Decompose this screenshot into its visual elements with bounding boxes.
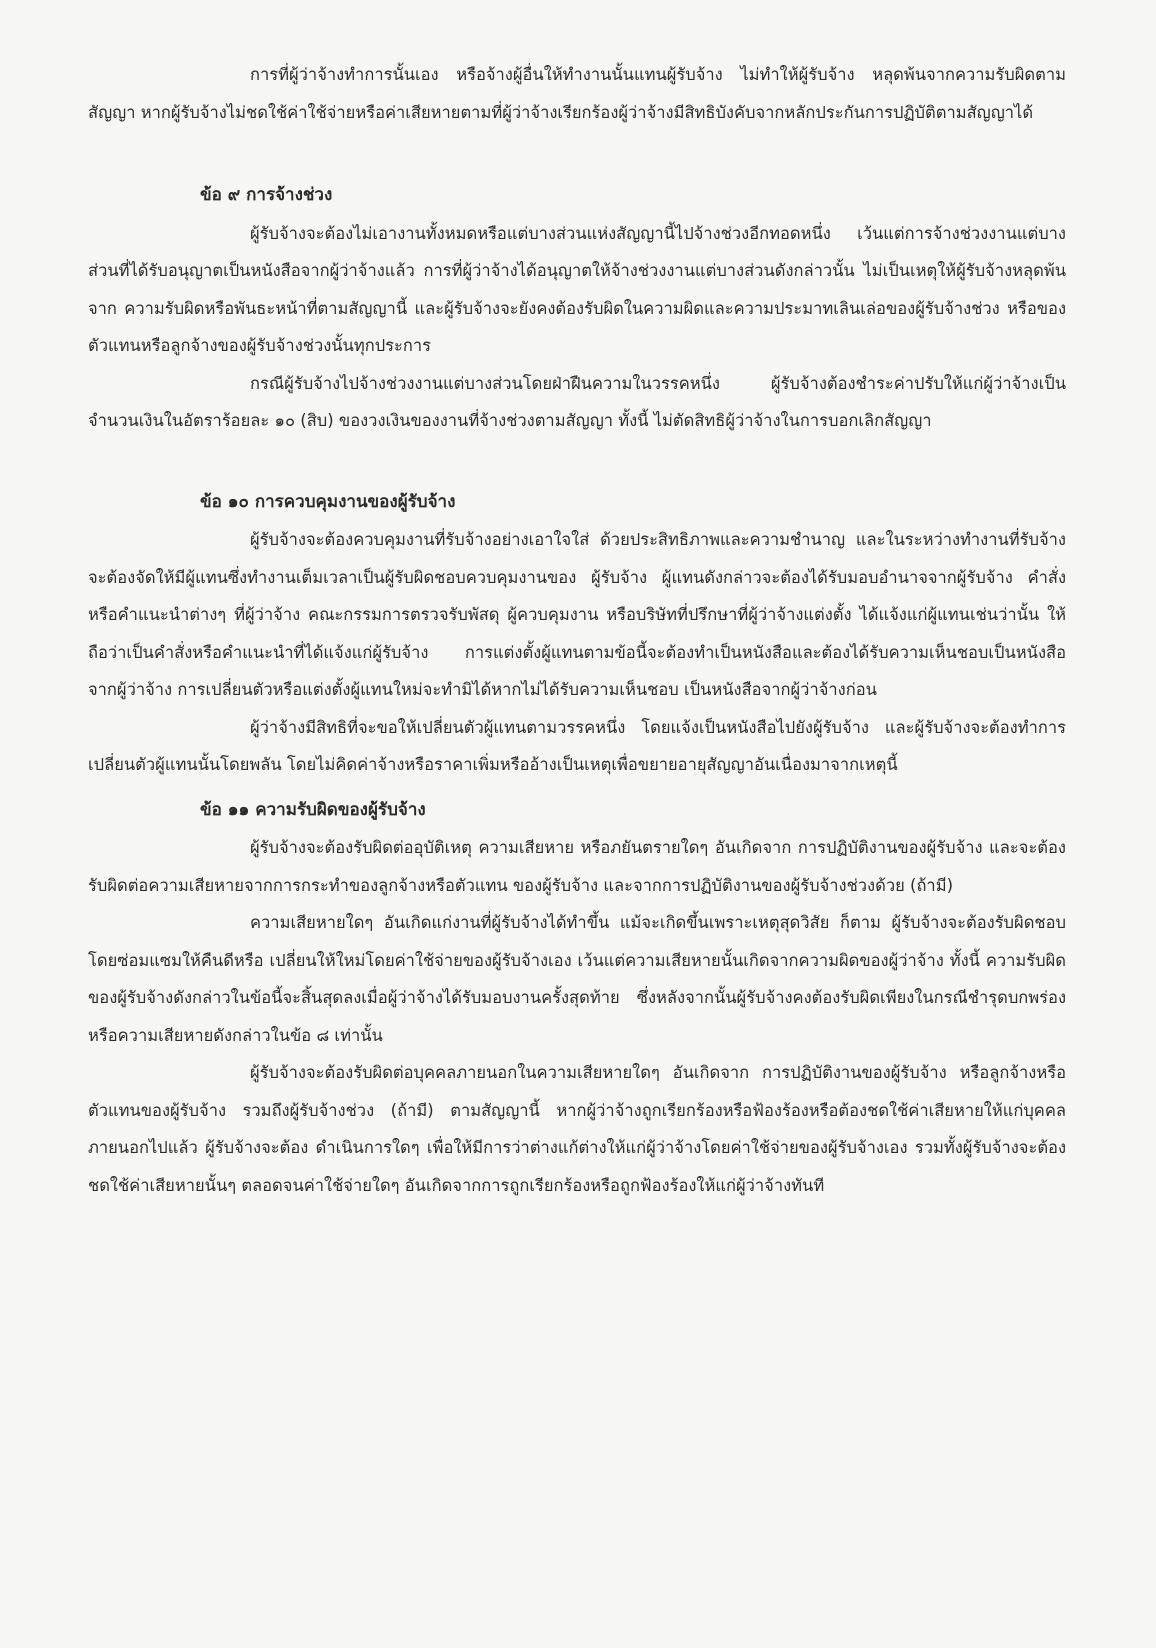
section-10-heading: ข้อ ๑๐ การควบคุมงานของผู้รับจ้าง (200, 491, 456, 512)
section-11-paragraph-1: ผู้รับจ้างจะต้องรับผิดต่ออุบัติเหตุ ความเสียหาย หรือภยันตรายใดๆ อันเกิดจาก การปฏิบัติงานของผู้รับจ้าง และจะต้องรับผิดต่อความเสียหายจากการกระทำของลูกจ้างหรือตัวแทน ของผู้รับจ้าง และจากการปฏิบัติงานของผู้รับจ้างช่วงด้วย (ถ้ามี) (88, 838, 1066, 895)
section-10-work-supervision (88, 484, 1066, 784)
section-11-paragraph-2: ความเสียหายใดๆ อันเกิดแก่งานที่ผู้รับจ้างได้ทำขึ้น แม้จะเกิดขึ้นเพราะเหตุสุดวิสัย ก็ตาม ผู้รับจ้างจะต้องรับผิดชอบโดยซ่อมแซมให้คืนดีหรือ เปลี่ยนให้ใหม่โดยค่าใช้จ่ายของผู้รับจ้างเอง เว้นแต่ความเสียหายนั้นเกิดจากความผิดของผู้ว่าจ้าง ทั้งนี้ ความรับผิดของผู้รับจ้างดังกล่าวในข้อนี้จะสิ้นสุดลงเมื่อผู้ว่าจ้างได้รับมอบงานครั้งสุดท้าย ซึ่งหลังจากนั้นผู้รับจ้างคงต้องรับผิดเพียงในกรณีชำรุดบกพร่อง หรือความเสียหายดังกล่าวในข้อ ๘ เท่านั้น (88, 913, 1066, 1045)
section-9-paragraph-2: กรณีผู้รับจ้างไปจ้างช่วงงานแต่บางส่วนโดยฝ่าฝืนความในวรรคหนึ่ง ผู้รับจ้างต้องชำระค่าปรับให้แก่ผู้ว่าจ้างเป็นจำนวนเงินในอัตราร้อยละ ๑๐ (สิบ) ของวงเงินของงานที่จ้างช่วงตามสัญญา ทั้งนี้ ไม่ตัดสิทธิผู้ว่าจ้างในการบอกเลิกสัญญา (88, 373, 1066, 430)
spacer (88, 131, 1066, 177)
section-9-heading: ข้อ ๙ การจ้างช่วง (200, 185, 333, 205)
section-11-contractor-liability (88, 792, 1066, 1205)
spacer (88, 784, 1066, 792)
paragraph-liability-continuation: การที่ผู้ว่าจ้างทำการนั้นเอง หรือจ้างผู้อื่นให้ทำงานนั้นแทนผู้รับจ้าง ไม่ทำให้ผู้รับจ้าง หลุดพ้นจากความรับผิดตามสัญญา หากผู้รับจ้างไม่ชดใช้ค่าใช้จ่ายหรือค่าเสียหายตามที่ผู้ว่าจ้างเรียกร้องผู้ว่าจ้างมีสิทธิบังคับจากหลักประกันการปฏิบัติตามสัญญาได้ (88, 65, 1066, 122)
section-10-paragraph-1: ผู้รับจ้างจะต้องควบคุมงานที่รับจ้างอย่างเอาใจใส่ ด้วยประสิทธิภาพและความชำนาญ และในระหว่างทำงานที่รับจ้างจะต้องจัดให้มีผู้แทนซึ่งทำงานเต็มเวลาเป็นผู้รับผิดชอบควบคุมงานของ ผู้รับจ้าง ผู้แทนดังกล่าวจะต้องได้รับมอบอำนาจจากผู้รับจ้าง คำสั่งหรือคำแนะนำต่างๆ ที่ผู้ว่าจ้าง คณะกรรมการตรวจรับพัสดุ ผู้ควบคุมงาน หรือบริษัทที่ปรึกษาที่ผู้ว่าจ้างแต่งตั้ง ได้แจ้งแก่ผู้แทนเช่นว่านั้น ให้ถือว่าเป็นคำสั่งหรือคำแนะนำที่ได้แจ้งแก่ผู้รับจ้าง การแต่งตั้งผู้แทนตามข้อนี้จะต้องทำเป็นหนังสือและต้องได้รับความเห็นชอบเป็นหนังสือ จากผู้ว่าจ้าง การเปลี่ยนตัวหรือแต่งตั้งผู้แทนใหม่จะทำมิได้หากไม่ได้รับความเห็นชอบ เป็นหนังสือจากผู้ว่าจ้างก่อน (88, 530, 1066, 699)
section-9-paragraph-1: ผู้รับจ้างจะต้องไม่เอางานทั้งหมดหรือแต่บางส่วนแห่งสัญญานี้ไปจ้างช่วงอีกทอดหนึ่ง เว้นแต่การจ้างช่วงงานแต่บางส่วนที่ได้รับอนุญาตเป็นหนังสือจากผู้ว่าจ้างแล้ว การที่ผู้ว่าจ้างได้อนุญาตให้จ้างช่วงงานแต่บางส่วนดังกล่าวนั้น ไม่เป็นเหตุให้ผู้รับจ้างหลุดพ้นจาก ความรับผิดหรือพันธะหน้าที่ตามสัญญานี้ และผู้รับจ้างจะยังคงต้องรับผิดในความผิดและความประมาทเลินเล่อของผู้รับจ้างช่วง หรือของตัวแทนหรือลูกจ้างของผู้รับจ้างช่วงนั้นทุกประการ (88, 223, 1066, 355)
section-10-paragraph-2: ผู้ว่าจ้างมีสิทธิที่จะขอให้เปลี่ยนตัวผู้แทนตามวรรคหนึ่ง โดยแจ้งเป็นหนังสือไปยังผู้รับจ้าง และผู้รับจ้างจะต้องทำการเปลี่ยนตัวผู้แทนนั้นโดยพลัน โดยไม่คิดค่าจ้างหรือราคาเพิ่มหรืออ้างเป็นเหตุเพื่อขยายอายุสัญญาอันเนื่องมาจากเหตุนี้ (88, 717, 1066, 774)
section-11-heading: ข้อ ๑๑ ความรับผิดของผู้รับจ้าง (200, 799, 426, 820)
spacer (88, 440, 1066, 484)
section-11-paragraph-3: ผู้รับจ้างจะต้องรับผิดต่อบุคคลภายนอกในความเสียหายใดๆ อันเกิดจาก การปฏิบัติงานของผู้รับจ้าง หรือลูกจ้างหรือตัวแทนของผู้รับจ้าง รวมถึงผู้รับจ้างช่วง (ถ้ามี) ตามสัญญานี้ หากผู้ว่าจ้างถูกเรียกร้องหรือฟ้องร้องหรือต้องชดใช้ค่าเสียหายให้แก่บุคคลภายนอกไปแล้ว ผู้รับจ้างจะต้อง ดำเนินการใดๆ เพื่อให้มีการว่าต่างแก้ต่างให้แก่ผู้ว่าจ้างโดยค่าใช้จ่ายของผู้รับจ้างเอง รวมทั้งผู้รับจ้างจะต้องชดใช้ค่าเสียหายนั้นๆ ตลอดจนค่าใช้จ่ายใดๆ อันเกิดจากการถูกเรียกร้องหรือถูกฟ้องร้องให้แก่ผู้ว่าจ้างทันที (88, 1063, 1066, 1195)
section-9-subcontracting (88, 177, 1066, 440)
